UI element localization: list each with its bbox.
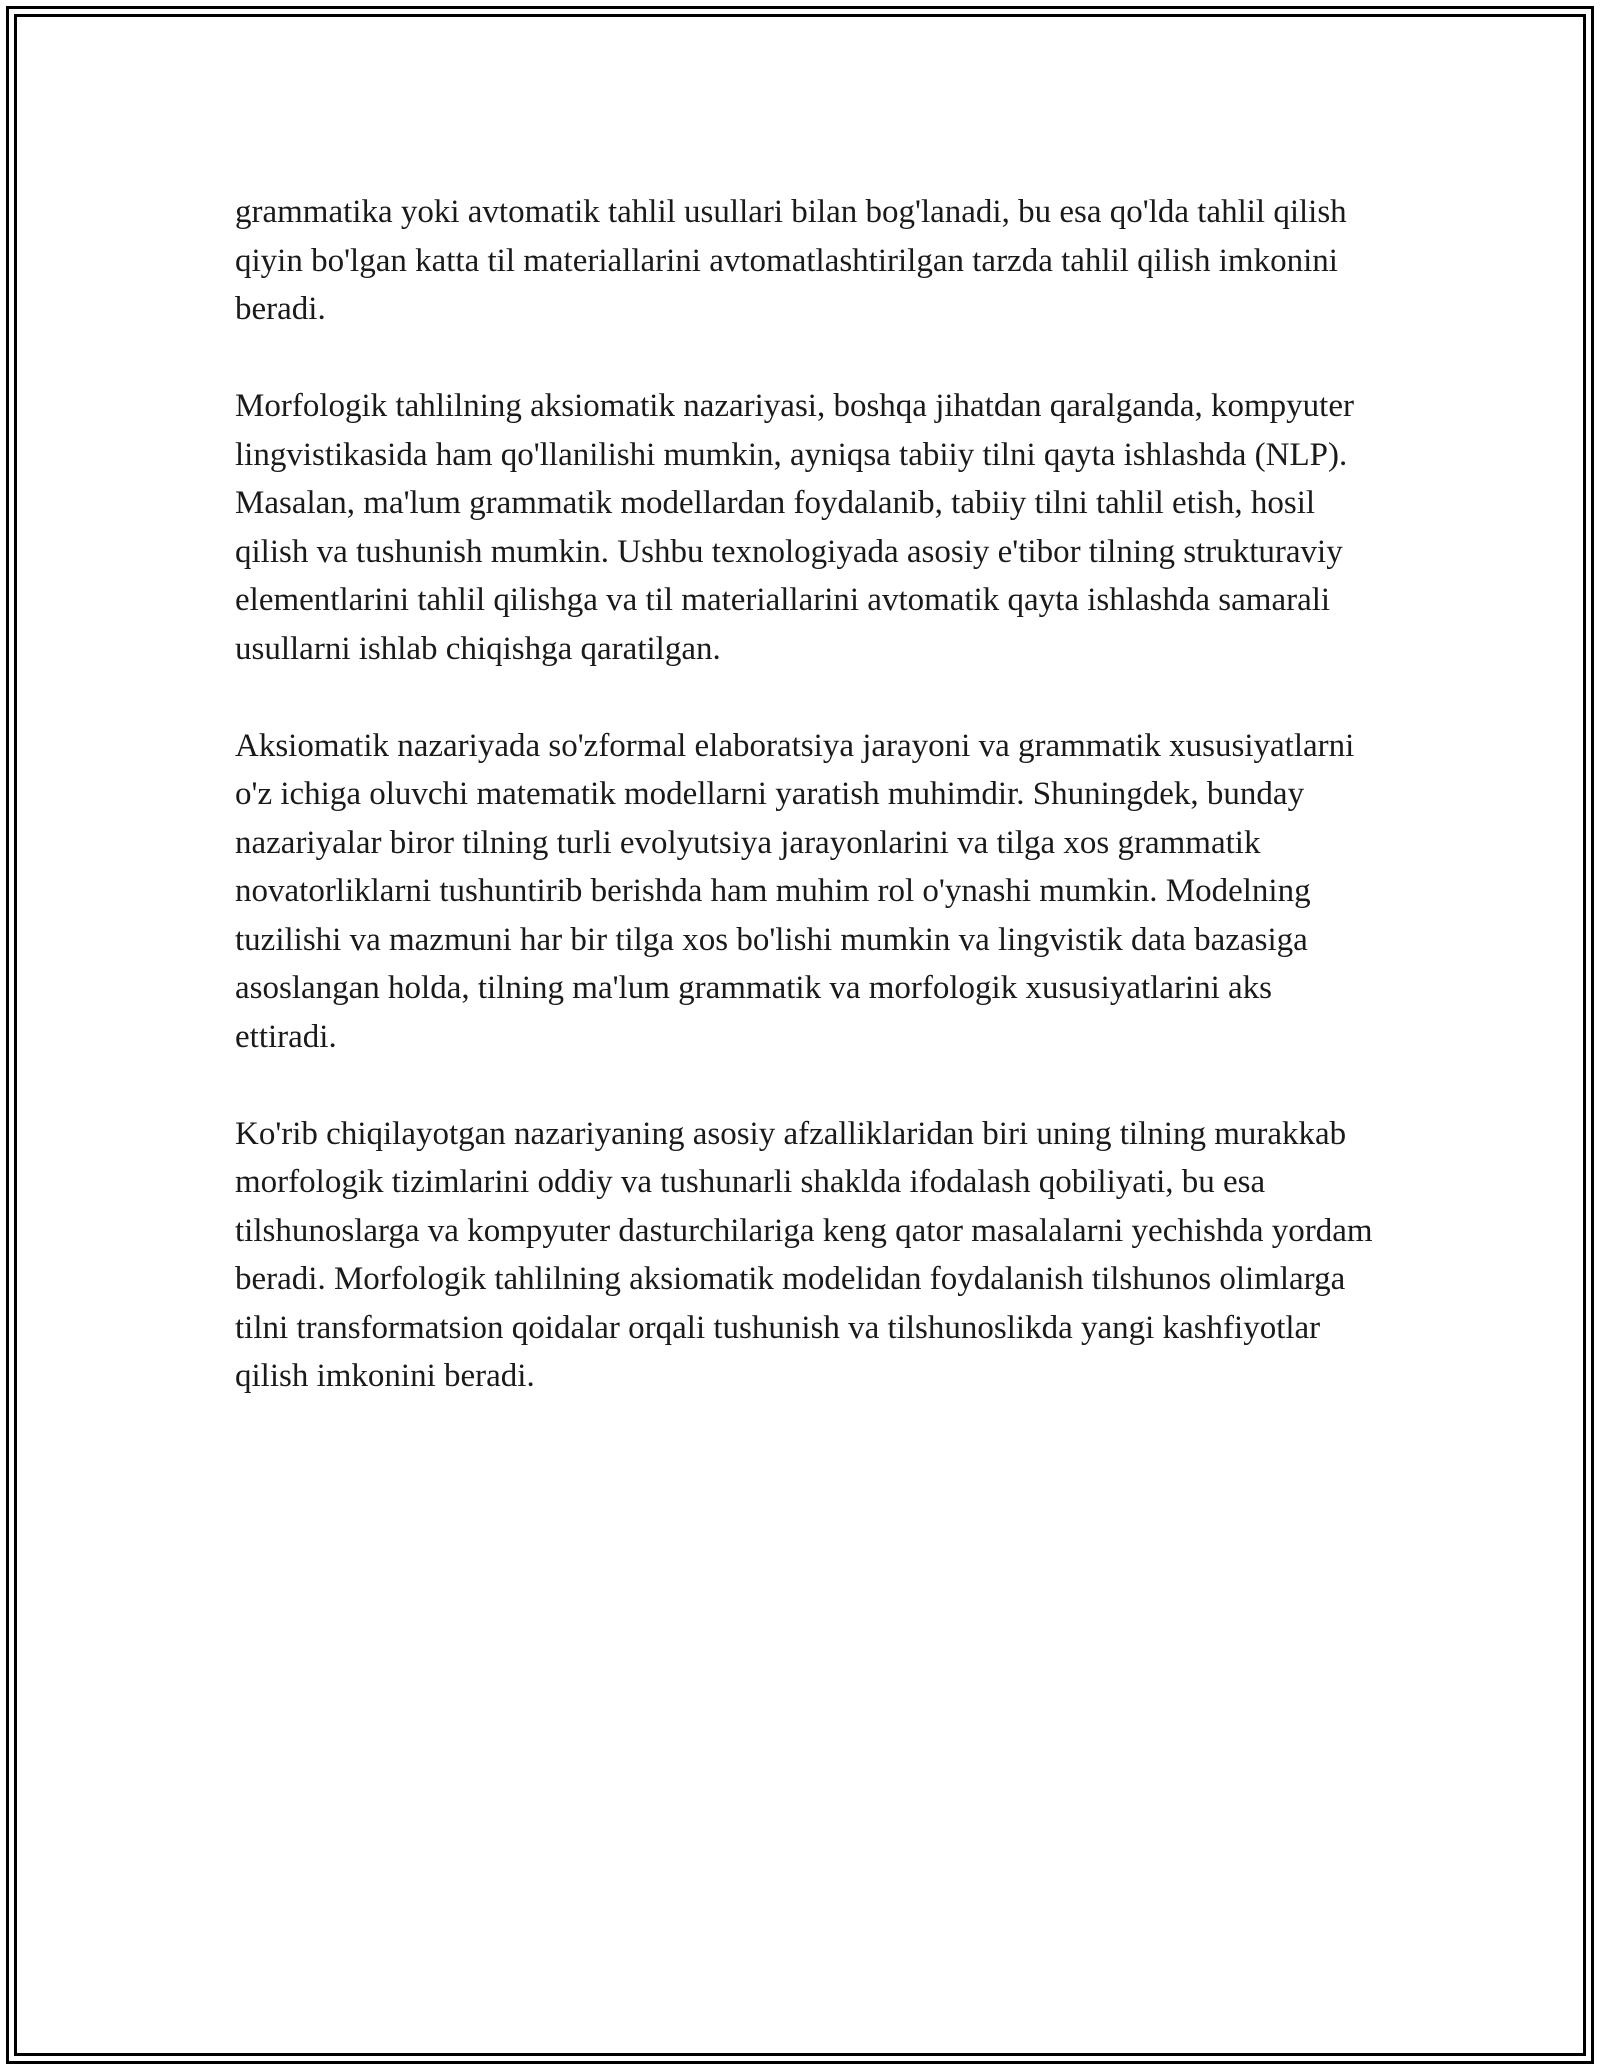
document-body	[235, 188, 1375, 1449]
paragraph-2: Morfologik tahlilning aksiomatik nazariyasi, boshqa jihatdan qaralganda, kompyuter lingvistikasida ham qo'llanilishi mumkin, ayniqsa tabiiy tilni qayta ishlashda (NLP). Masalan, ma'lum grammatik modellardan foydalanib, tabiiy tilni tahlil etish, hosil qilish va tushunish mumkin. Ushbu texnologiyada asosiy e'tibor tilning strukturaviy elementlarini tahlil qilishga va til materiallarini avtomatik qayta ishlashda samarali usullarni ishlab chiqishga qaratilgan.	[235, 388, 1354, 667]
paragraph-1: grammatika yoki avtomatik tahlil usullari bilan bog'lanadi, bu esa qo'lda tahlil qilish qiyin bo'lgan katta til materiallarini avtomatlashtirilgan tarzda tahlil qilish imkonini beradi.	[235, 194, 1347, 327]
paragraph-4: Ko'rib chiqilayotgan nazariyaning asosiy afzalliklaridan biri uning tilning murakkab morfologik tizimlarini oddiy va tushunarli shaklda ifodalash qobiliyati, bu esa tilshunoslarga va kompyuter dasturchilariga keng qator masalalarni yechishda yordam beradi. Morfologik tahlilning aksiomatik modelidan foydalanish tilshunos olimlarga tilni transformatsion qoidalar orqali tushunish va tilshunoslikda yangi kashfiyotlar qilish imkonini beradi.	[235, 1115, 1373, 1394]
paragraph-3: Aksiomatik nazariyada so'zformal elaboratsiya jarayoni va grammatik xususiyatlarni o'z ichiga oluvchi matematik modellarni yaratish muhimdir. Shuningdek, bunday nazariyalar biror tilning turli evolyutsiya jarayonlarini va tilga xos grammatik novatorliklarni tushuntirib berishda ham muhim rol o'ynashi mumkin. Modelning tuzilishi va mazmuni har bir tilga xos bo'lishi mumkin va lingvistik data bazasiga asoslangan holda, tilning ma'lum grammatik va morfologik xususiyatlarini aks ettiradi.	[235, 727, 1355, 1055]
